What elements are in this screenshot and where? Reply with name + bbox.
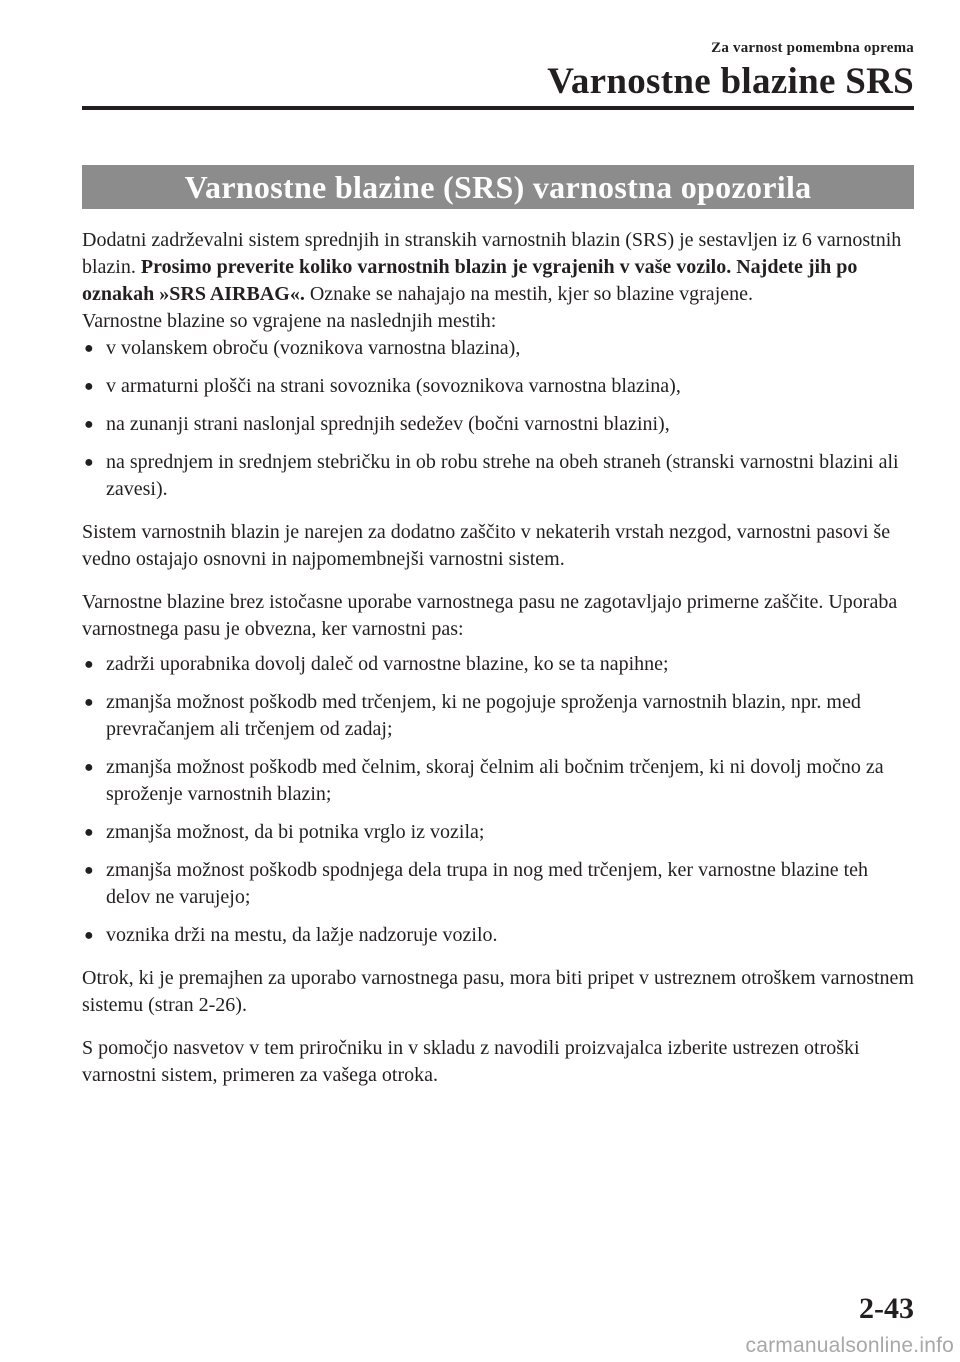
list-item: ● zmanjša možnost poškodb med trčenjem, ki ne pogojuje sproženja varnostnih blazin, npr. med prevračanjem ali trčenjem od zadaj; [84, 691, 861, 740]
section-heading: Varnostne blazine (SRS) varnostna opozorila [82, 165, 914, 209]
page-title: Varnostne blazine SRS [547, 61, 914, 102]
bullet-icon: ● [84, 378, 94, 395]
locations-lead: Varnostne blazine so vgrajene na naslednjih mestih: [82, 310, 497, 332]
header-divider [82, 106, 914, 110]
list-item: ● zmanjša možnost poškodb spodnjega dela trupa in nog med trčenjem, ker varnostne blazine teh delov ne varujejo; [84, 859, 869, 908]
bullet-icon: ● [84, 340, 94, 357]
child-paragraph: Otrok, ki je premajhen za uporabo varnostnega pasu, mora biti pripet v ustreznem otroškem varnostnem sistemu (stran 2-26). [82, 967, 914, 1016]
list-item: ● zadrži uporabnika dovolj daleč od varnostne blazine, ko se ta napihne; [82, 651, 916, 678]
bullet-icon: ● [84, 416, 94, 433]
list-item: ● na zunanji strani naslonjal sprednjih sedežev (bočni varnostni blazini), [82, 411, 916, 438]
system-paragraph: Sistem varnostnih blazin je narejen za dodatno zaščito v nekaterih vrstah nezgod, varnostni pasovi še vedno ostajajo osnovni in najpomembnejši varnostni sistem. [82, 521, 891, 570]
intro-text: Dodatni zadrževalni sistem sprednjih in stranskih varnostnih blazin (SRS) je sestavljen iz 6 varnostnih blazin. [82, 229, 902, 278]
page-number: 2-43 [859, 1292, 914, 1325]
bullet-icon: ● [84, 862, 94, 879]
intro-paragraph [82, 227, 916, 308]
intro-text-after: Oznake se nahajajo na mestih, kjer so blazine vgrajene. [304, 283, 753, 305]
bullet-icon: ● [84, 759, 94, 776]
bullet-icon: ● [84, 694, 94, 711]
list-item: ● zmanjša možnost poškodb med čelnim, skoraj čelnim ali bočnim trčenjem, ki ni dovolj močno za sproženje varnostnih blazin; [84, 756, 884, 805]
bullet-icon: ● [84, 824, 94, 841]
list-item: ● v armaturni plošči na strani sovoznika (sovoznikova varnostna blazina), [82, 373, 916, 400]
bullet-icon: ● [84, 927, 94, 944]
list-item: ● voznika drži na mestu, da lažje nadzoruje vozilo. [82, 922, 916, 949]
advice-paragraph: S pomočjo nasvetov v tem priročniku in v skladu z navodili proizvajalca izberite ustrezen otroški varnostni sistem, primeren za vašega otroka. [82, 1037, 860, 1086]
bullet-icon: ● [84, 454, 94, 471]
watermark-logo: carmanualsonline.info [745, 1334, 954, 1357]
chapter-title: Za varnost pomembna oprema [711, 40, 914, 56]
list-item: ● v volanskem obroču (voznikova varnostna blazina), [82, 335, 916, 362]
body-text [82, 227, 916, 1089]
airbag-locations-list [82, 335, 916, 503]
belt-paragraph: Varnostne blazine brez istočasne uporabe varnostnega pasu ne zagotavljajo primerne zaščite. Uporaba varnostnega pasu je obvezna, ker varnostni pas: [82, 591, 898, 640]
intro-emphasis: Prosimo preverite koliko varnostnih blazin je vgrajenih v vaše vozilo. Najdete jih po oznakah »SRS AIRBAG«. [82, 256, 858, 305]
list-item: ● zmanjša možnost, da bi potnika vrglo iz vozila; [82, 819, 916, 846]
belt-reasons-list [82, 651, 916, 949]
bullet-icon: ● [84, 656, 94, 673]
list-item: ● na sprednjem in srednjem stebričku in ob robu strehe na obeh straneh (stranski varnostni blazini ali zavesi). [84, 451, 899, 500]
